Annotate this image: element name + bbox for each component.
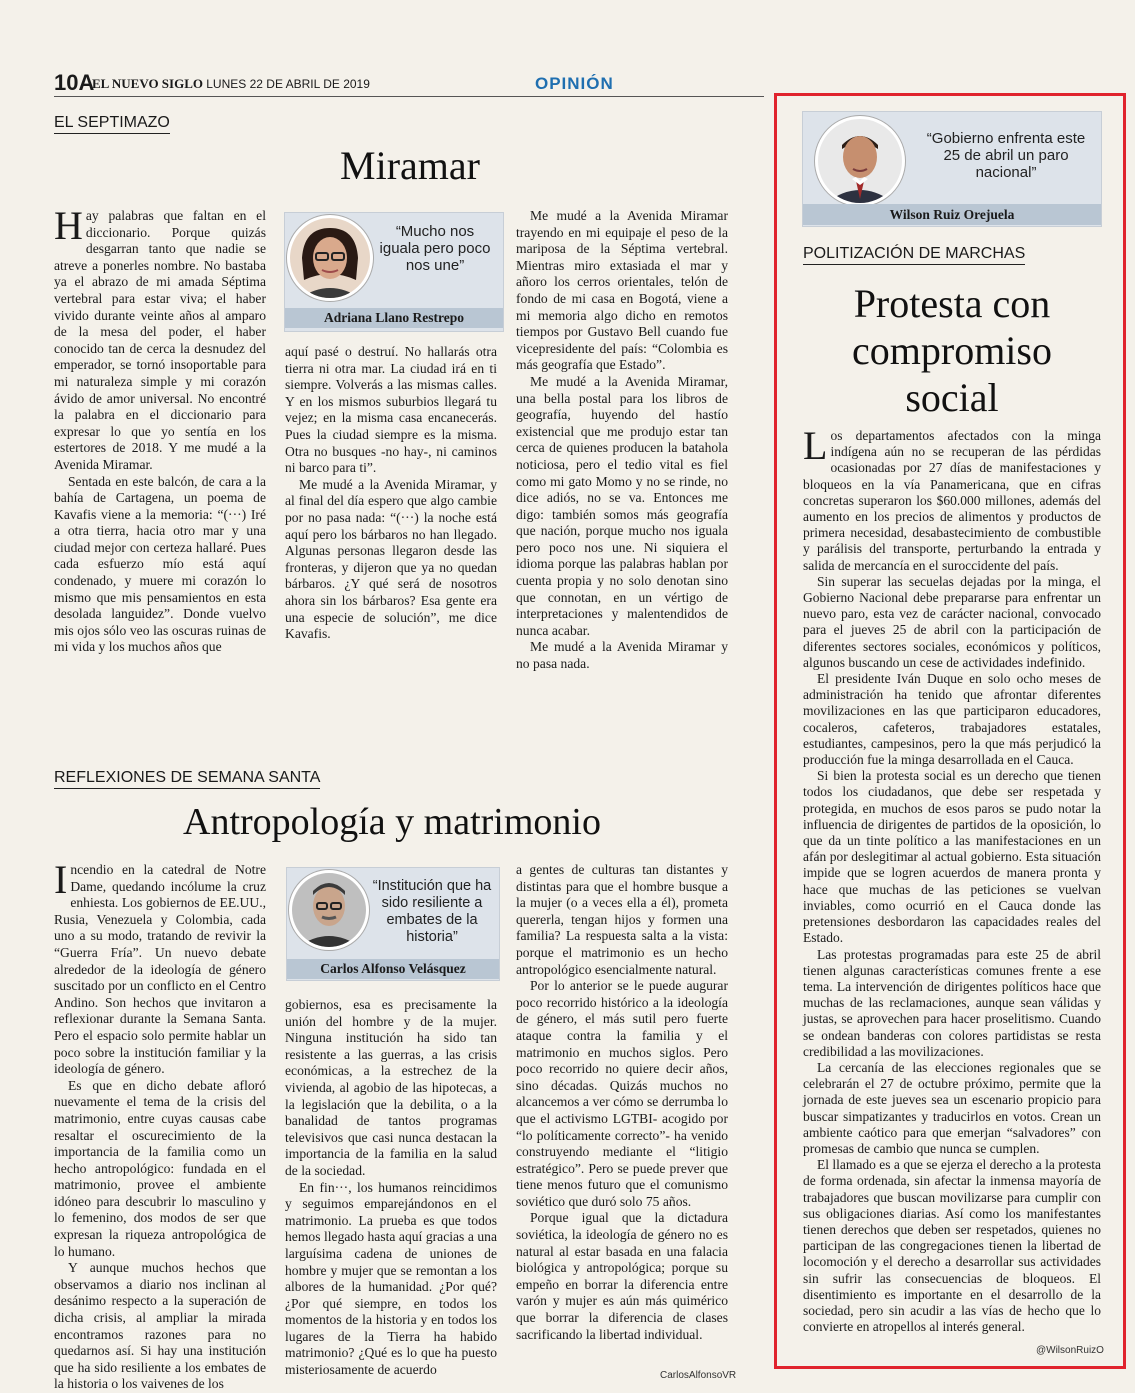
article2-column-1: [54, 857, 266, 1393]
article2-kicker: REFLEXIONES DE SEMANA SANTA: [54, 769, 320, 789]
paragraph: Si bien la protesta social es un derecho que tienen todos los ciudadanos, que debe ser respetada y protegida, en muchos de esos paros se pudo notar la influencia de dirigentes de partidos de la oposición, lo que da un tinte político a las manifestaciones en un afán por deslegitimar al actual gobierno. Esta situación impide que se logren acuerdos de manera pronta y hace que muchas de las peticiones se vuelvan inviables, como ocurrió en el Cauca donde las pretensiones desbordaron las capacidades reales del Estado.: [803, 768, 1101, 946]
paragraph: El presidente Iván Duque en solo ocho meses de administración ha tenido que afrontar diferentes movilizaciones en las que participaron educadores, cocaleros, cafeteros, trabajadores estatales, estudiantes, campesinos, pero la que más perjudicó la producción fue la minga desarrollada en el Cauca.: [803, 671, 1101, 768]
masthead-title: EL NUEVO SIGLO: [92, 76, 203, 91]
article1-headline: Miramar: [340, 143, 480, 188]
article1-author-box: [284, 212, 504, 332]
author-portrait-icon: [818, 119, 902, 203]
paragraph: Incendio en la catedral de Notre Dame, quedando incólume la cruz enhiesta. Los gobiernos de EE.UU., Rusia, Venezuela y Colombia, cada uno a su modo, tratando de revivir la “Guerra Fría”. Un nuevo debate alrededor de la ideología de género suscitado por un conflicto en el Centro Andino. Son hechos que invitaron a reflexionar durante la Semana Santa. Pero el espacio solo permite hablar un poco sobre la institución familiar y la ideología de género.: [54, 857, 266, 1077]
paragraph: a gentes de culturas tan distantes y distintas para que el hombre busque a la mujer (o a veces ella a él), prometa quererla, tengan hijos y formen una familia? La respuesta salta a la vista: porque el matrimonio es un hecho antropológico esencialmente natural.: [516, 862, 728, 977]
paragraph: La cercanía de las elecciones regionales que se celebrarán el 27 de octubre próximo, permite que la jornada de este jueves sea un escenario propicio para buscar simpatizantes y traducirlos en votos. Crean un ambiente caótico para que emerjan “salvadores” con promesas de cambio que nunca se cumplen.: [803, 1059, 1101, 1156]
article1-kicker: EL SEPTIMAZO: [54, 114, 170, 134]
paragraph: Porque igual que la dictadura soviética, la ideología de género no es natural al estar basada en una falacia biológica y antropológica; porque su empeño en borrar la diferencia entre varón y mujer es aún más quimérico que borrar la diferencia de clases sacrificando la libertad individual.: [516, 1210, 728, 1342]
paragraph: Las protestas programadas para este 25 de abril tienen algunas características comunes frente a ese tema. La intervención de dirigentes políticos hace que muchas de las reclamaciones, aunque sean válidas y justas, se aprovechen para hacer proselitismo. Cuando se ondean banderas con colores partidistas se resta credibilidad a las movilizaciones.: [803, 946, 1101, 1059]
article3-headline: Protesta con compromiso social: [852, 281, 1052, 420]
paragraph: Es que en dicho debate afloró nuevamente el tema de la crisis del matrimonio, entre cuyas causas cabe resaltar el oscurecimiento de la importancia de la familia como un hecho antropológico: fundada en el matrimonio, provee el ambiente idóneo para descubrir lo masculino y lo femenino, dos modos de ser que expresan la riqueza antropológica de lo humano.: [54, 1077, 266, 1259]
paragraph: Me mudé a la Avenida Miramar, y al final del día espero que algo cambie por no pasa nada: “(···) la noche está aquí pero los bárbaros no han llegado. Algunas personas llegaron desde las fronteras, y dijeron que ya no quedan bárbaros. ¿Y qué será de nosotros ahora sin los bárbaros? Esa gente era una especie de solución”, me dice Kavafis.: [285, 476, 497, 642]
paragraph: Hay palabras que faltan en el diccionario. Porque quizás desgarran tanto que nadie se atreve a ponerles nombre. No bastaba ya el abrazo de mi amada Séptima vertebral para estar viva; el haber vivido durante veinte años al amparo de la mesa del poder, el haber conocido tan de cerca la desnudez del emperador, se tornó insoportable para mi naturaleza simple y mi corazón ávido de amor universal. No encontré la palabra en el diccionario para expresar lo que yo sentía en los estertores de 2018. Y me mudé a la Avenida Miramar.: [54, 203, 266, 472]
author-portrait-icon: [290, 218, 370, 298]
article2-credit: CarlosAlfonsoVR: [660, 1370, 737, 1381]
article3-author-box: [802, 111, 1102, 227]
paragraph: Sin superar las secuelas dejadas por la minga, el Gobierno Nacional debe prepararse para enfrentar un nuevo paro, esta vez de carácter nacional, convocado para el jueves 25 de abril con la participación de diferentes sectores sociales, económicos y políticos, algunos buscando un cese de actividades indefinido.: [803, 573, 1101, 670]
article2-column-3: [516, 862, 728, 1343]
article3-kicker: POLITIZACIÓN DE MARCHAS: [803, 245, 1025, 265]
author-portrait-icon: [292, 873, 366, 947]
article1-column-3: [516, 208, 728, 673]
article3-author-name: Wilson Ruiz Orejuela: [803, 204, 1101, 225]
paragraph: Los departamentos afectados con la minga indígena aún no se recuperan de las pérdidas ocasionadas por 27 días de manifestaciones y bloqueos en la vía Panamericana, que en cifras concretas superaron los $60.000 millones, además del aumento en los precios de alimentos y productos de primera necesidad, desabastecimiento de combustible y parálisis del transporte, perturbando la entrada y salida de mercancía en el suroccidente del país.: [803, 423, 1101, 573]
article3-pull-quote: “Gobierno enfrenta este 25 de abril un paro nacional”: [926, 130, 1086, 181]
author-photo: [815, 116, 905, 206]
article2-headline: Antropología y matrimonio: [183, 801, 601, 843]
issue-date: LUNES 22 DE ABRIL DE 2019: [206, 77, 370, 91]
article1-column-2: [285, 344, 497, 643]
article1-pull-quote: “Mucho nos iguala pero poco nos une”: [379, 223, 491, 274]
article2-pull-quote: “Institución que ha sido resiliente a embates de la historia”: [372, 878, 492, 945]
paragraph: Me mudé a la Avenida Miramar, una bella postal para los libros de geografía, huyendo del hastío existencial que me produjo estar tan cerca de quienes producen la batahola noticiosa, pero el tedio vital es fiel como mi gato Momo y no se rinde, no dice adiós, no se va. Entonces me digo: también somos más geografía que nación, porque mucho nos iguala pero poco nos une. Ni siquiera el idioma porque las palabras hablan por cuenta propia y no solo denotan sino que connotan, en un vértigo de interpretaciones y malentendidos de nunca acabar.: [516, 373, 728, 638]
article2-author-box: [286, 867, 500, 981]
article1-author-name: Adriana Llano Restrepo: [285, 308, 503, 328]
page-number: 10A: [54, 70, 95, 95]
article2-column-2: [285, 997, 497, 1379]
article1-column-1: [54, 203, 266, 656]
header-rule: [54, 96, 764, 97]
paragraph: El llamado es a que se ejerza el derecho a la protesta de forma ordenada, sin afectar la inmensa mayoría de trabajadores que buscan movilizarse para cumplir con sus obligaciones diarias. Así como los manifestantes tienen derechos que deben ser respetados, quienes no participan de las congregaciones tienen la libertad de locomoción y el derecho a desarrollar sus actividades sin sufrir las consecuencias de bloqueos. El disentimiento es importante en el desarrollo de la sociedad, pero sin acudir a las vías de hecho que lo convierte en atropellos al interés general.: [803, 1157, 1101, 1335]
masthead: [92, 76, 370, 92]
paragraph: Me mudé a la Avenida Miramar y no pasa nada.: [516, 639, 728, 672]
paragraph: gobiernos, esa es precisamente la unión del hombre y de la mujer. Ninguna institución ha sido tan resistente a las guerras, a las crisis económicas, a la estrechez de la vivienda, al agobio de las hipotecas, a la legislación que la debilita, o a la banalidad de tantos programas televisivos que casi nunca destacan la importancia de la familia en la salud de la sociedad.: [285, 997, 497, 1178]
article3-body: [803, 423, 1101, 1335]
author-photo: [287, 215, 373, 301]
paragraph: Por lo anterior se le puede augurar poco recorrido histórico a la ideología de género, el más sutil pero fuerte ataque contra la familia y el matrimonio en muchos siglos. Pero poco recorrido no quiere decir años, sino décadas. Quizás muchos no alcancemos a ver cómo se derrumba lo que el activismo LGTBI- acogido por “lo políticamente correcto”- ha venido construyendo mediante el “litigio estratégico”. Pero se puede prever que tiene menos futuro que el comunismo soviético que duró solo 75 años.: [516, 978, 728, 1209]
paragraph: Me mudé a la Avenida Miramar trayendo en mi equipaje el peso de la mariposa de la Séptima vertebral. Mientras miro extasiada el mar y añoro los cerros orientales, telón de fondo de mi casa en Bogotá, viene a mi memoria algo dicho en remotos tiempos por Gustavo Bell cuando fue vicepresidente del país: “Colombia es más geografía que Estado”.: [516, 208, 728, 373]
paragraph: aquí pasé o destruí. No hallarás otra tierra ni otra mar. La ciudad irá en ti siempre. Volverás a las mismas calles. Y en los mismos suburbios llegará tu vejez; en la misma casa encanecerás. Pues la ciudad siempre es la misma. Otra no busques -no hay-, ni caminos ni barco para ti”.: [285, 344, 497, 476]
paragraph: Sentada en este balcón, de cara a la bahía de Cartagena, un poema de Kavafis viene a la memoria: “(···) Iré a otra tierra, hacia otro mar y una ciudad mejor con certeza hallaré. Pues cada esfuerzo mío está aquí condenado, y muere mi corazón lo mismo que mis pensamientos en esta desolada languidez”. Donde vuelvo mis ojos sólo veo las oscuras ruinas de mi vida y los muchos años que: [54, 473, 266, 655]
article2-author-name: Carlos Alfonso Velásquez: [287, 959, 499, 979]
paragraph: En fin···, los humanos reincidimos y seguimos emparejándonos en el matrimonio. La prueba es que todos hemos llegado hasta aquí gracias a una larguísima cadena de uniones de hombre y mujer que se remontan a los albores de la humanidad. ¿Por qué? ¿Por qué siempre, en todos los momentos de la historia y en todos los lugares de la Tierra ha habido matrimonio? ¿Qué es lo que ha puesto misteriosamente de acuerdo: [285, 1179, 497, 1378]
article3-credit: @WilsonRuizO: [1036, 1345, 1104, 1356]
author-photo: [289, 870, 369, 950]
section-title: OPINIÓN: [535, 74, 614, 93]
paragraph: Y aunque muchos hechos que observamos a diario nos inclinan al desánimo respecto a la superación de dicha crisis, al ampliar la mirada encontramos razones para no quedarnos así. Si hay una institución que ha sido resiliente a los embates de la historia o los vaivenes de los: [54, 1260, 266, 1392]
